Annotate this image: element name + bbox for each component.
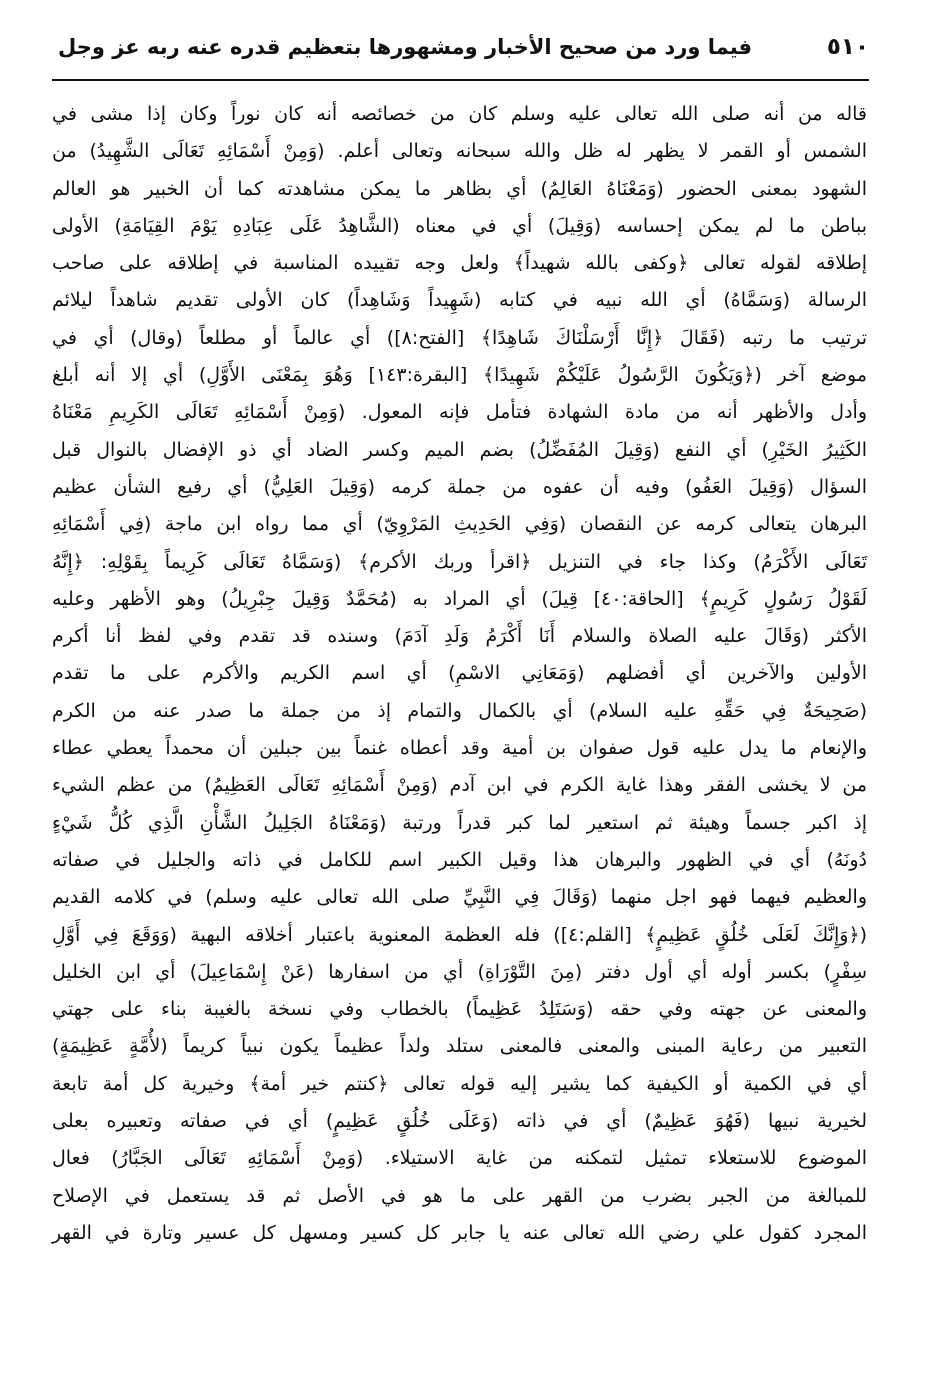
- page-number: ٥١٠: [826, 34, 869, 60]
- text-line: ترتيب ما رتبه (فَقَالَ ﴿إِنَّا أَرْسَلْنَاكَ شَاهِدًا﴾ [الفتح:٨]) أي عالماً أو مطلعاً (وقال) أي في: [52, 326, 867, 349]
- text-line: موضع آخر (﴿وَيَكُونَ الرَّسُولُ عَلَيْكُمْ شَهِيدًا﴾ [البقرة:١٤٣] وَهُوَ بِمَعْنَى الأَوَّلِ) أي إلا أنه أبلغ: [52, 364, 868, 387]
- text-line: الكَثِيرُ الخَيْرِ) أي النفع (وَقِيلَ المُفَضِّلُ) بضم الميم وكسر الضاد أي ذو الإفضال بالنوال قبل: [52, 438, 867, 461]
- text-line: الأولين والآخرين أي أفضلهم (وَمَعَانِي الاسْمِ) أي اسم الكريم والأكرم على ما تقدم: [52, 662, 867, 685]
- text-line: والمعنى عن جهته وفي حقه (وَسَتَلِدُ عَظِيماً) بالخطاب وفي نسخة بالغيبة بناء على جهتي: [52, 998, 867, 1021]
- text-line: دُونَهُ) أي في الظهور والبرهان هذا وقيل الكبير اسم للكامل في ذاته والجليل في صفاته: [52, 848, 867, 871]
- text-line: والإنعام ما يدل عليه قول صفوان بن أمية وقد أعطاه غنماً بين جبلين أن محمداً يعطي عطاء: [52, 737, 867, 760]
- text-line: الموضوع للاستعلاء تمثيل لتمكنه من غاية الاستيلاء. (وَمِنْ أَسْمَائِهِ تَعَالَى الجَبَّارُ) فعال: [52, 1147, 867, 1170]
- text-line: الشمس أو القمر لا يظهر له ظل والله سبحانه وتعالى أعلم. (وَمِنْ أَسْمَائِهِ تَعَالَى الشَّهِيدُ) من: [52, 140, 867, 163]
- text-line: لَقَوْلُ رَسُولٍ كَرِيمٍ﴾ [الحاقة:٤٠] قِيلَ) أي المراد به (مُحَمَّدٌ وَقِيلَ جِبْرِيلُ) وهو الأظهر وعليه: [52, 587, 868, 610]
- text-line: المجرد كقول علي رضي الله تعالى عنه يا جابر كل كسير ومسهل كل عسير وتارة في القهر: [52, 1221, 867, 1244]
- text-line: الأكثر (وَقَالَ عليه الصلاة والسلام أَنَا أَكْرَمُ وَلَدِ آدَمَ) وسنده قد تقدم وفي لفظ أنا أكرم: [52, 625, 867, 648]
- text-line: بباطن ما لم يمكن إحساسه (وَقِيلَ) أي في معناه (الشَّاهِدُ عَلَى عِبَادِهِ يَوْمَ القِيَامَةِ) الأولى: [52, 214, 867, 237]
- text-line: (صَحِيحَةٌ فِي حَقِّهِ عليه السلام) أي بالكمال والتمام إذ من جملة ما صدر عنه من الكرم: [52, 699, 867, 722]
- text-line: الشهود بمعنى الحضور (وَمَعْنَاهُ العَالِمُ) أي بظاهر ما يمكن مشاهدته كما أن الخبير هو العالم: [52, 177, 867, 200]
- text-line: تَعَالَى الأَكْرَمُ) وكذا جاء في التنزيل ﴿اقرأ وربك الأكرم﴾ (وَسَمَّاهُ تَعَالَى كَرِيماً بِقَوْلِهِ: ﴿إِنَّهُ: [52, 550, 867, 573]
- body-text: [52, 96, 867, 1252]
- text-line: سِفْرٍ) بكسر أوله أي أول دفتر (مِنَ التَّوْرَاةِ) أي من اسفارها (عَنْ إِسْمَاعِيلَ) أي ابن الخليل: [52, 960, 867, 983]
- text-line: من لا يخشى الفقر وهذا غاية الكرم في ابن آدم (وَمِنْ أَسْمَائِهِ تَعَالَى العَظِيمُ) من عظم الشيء: [52, 774, 867, 797]
- header-title: فيما ورد من صحيح الأخبار ومشهورها بتعظيم قدره عنه ربه عز وجل: [58, 35, 753, 59]
- text-line: البرهان يتعالى كرمه عن النقصان (وَفِي الحَدِيثِ المَرْوِيّ) أي مما رواه ابن ماجة (فِي أَسْمَائِهِ: [52, 513, 867, 536]
- text-line: أي في الكمية أو الكيفية كما يشير إليه قوله تعالى ﴿كنتم خير أمة﴾ وخيرية كل أمة تابعة: [52, 1072, 867, 1095]
- text-line: والعظيم فيهما فهو اجل منهما (وَقَالَ فِي النَّبِيِّ صلى الله تعالى عليه وسلم) في كلامه القديم: [52, 886, 867, 909]
- header-rule: [52, 79, 869, 81]
- text-line: السؤال (وَقِيلَ العَفُو) وفيه أن عفوه من جملة كرمه (وَقِيلَ العَلِيُّ) أي رفيع الشأن عظيم: [52, 475, 867, 498]
- text-line: وأدل والأظهر أنه من مادة الشهادة فتأمل فإنه المعول. (وَمِنْ أَسْمَائِهِ تَعَالَى الكَرِيمِ مَعْنَاهُ: [52, 401, 867, 424]
- text-line: إذ اكبر جسماً وهيئة ثم استعير لما كبر قدراً ورتبة (وَمَعْنَاهُ الجَلِيلُ الشَّأْنِ الَّذِي كُلُّ شَيْءٍ: [52, 811, 867, 834]
- text-line: الرسالة (وَسَمَّاهُ) أي الله نبيه في كتابه (شَهِيداً وَشَاهِداً) كان الأولى تقديم شاهداً ليلائم: [52, 289, 867, 312]
- text-line: التعبير من رعاية المبنى والمعنى فالمعنى ستلد ولداً عظيماً يكون نبياً كريماً (لأُمَّةٍ عَظِيمَةٍ): [52, 1035, 867, 1058]
- text-line: قاله من أنه صلى الله تعالى عليه وسلم كان من خصائصه أنه كان نوراً وكان إذا مشى في: [52, 103, 867, 125]
- text-line: إطلاقه لقوله تعالى ﴿وكفى بالله شهيداً﴾ ولعل وجه تقييده المناسبة في إطلاقه على صاحب: [52, 252, 867, 275]
- text-line: (﴿وَإِنَّكَ لَعَلَى خُلُقٍ عَظِيمٍ﴾ [القلم:٤]) فله العظمة المعنوية باعتبار أخلاقه البهية (وَوَقَعَ فِي أَوَّلِ: [52, 923, 867, 946]
- text-line: للمبالغة من الجبر بضرب من القهر على ما هو في الأصل ثم قد يستعمل في الإصلاح: [52, 1184, 867, 1207]
- text-line: لخيرية نبيها (فَهُوَ عَظِيمٌ) أي في ذاته (وَعَلَى خُلُقٍ عَظِيمٍ) أي في صفاته وتعبيره بعلى: [52, 1110, 867, 1133]
- running-header: [58, 22, 869, 72]
